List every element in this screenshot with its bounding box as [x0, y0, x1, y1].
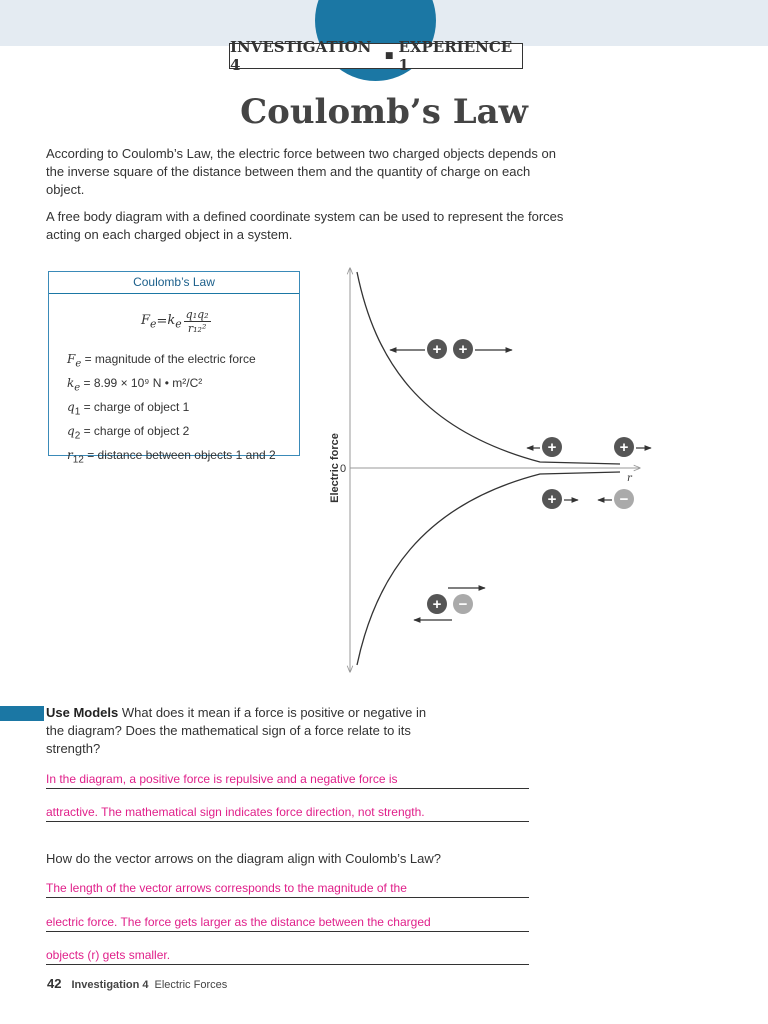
- plus-sign: +: [547, 491, 557, 508]
- plus-sign: +: [432, 341, 442, 358]
- page-footer: [47, 976, 227, 991]
- definition-row: $F_e$ = magnitude of the electric force: [67, 352, 256, 370]
- variable-definitions: [67, 350, 276, 469]
- plus-sign: +: [458, 341, 468, 358]
- answer-line: electric force. The force gets larger as the distance between the charged: [46, 914, 529, 932]
- answer-line: In the diagram, a positive force is repulsive and a negative force is: [46, 771, 529, 789]
- intro-paragraph-2: A free body diagram with a defined coordinate system can be used to represent the forces acting on each charged object in a system.: [46, 209, 564, 242]
- experience-number: EXPERIENCE 1: [398, 38, 513, 74]
- plus-sign: +: [432, 596, 442, 613]
- definition-row: $q_2$ = charge of object 2: [67, 423, 190, 442]
- question-2: How do the vector arrows on the diagram align with Coulomb’s Law?: [46, 851, 442, 866]
- definition-row: $r_{12}$ = distance between objects 1 and 2: [67, 447, 276, 465]
- question-1-label: Use Models: [46, 705, 119, 720]
- investigation-label: [229, 38, 523, 74]
- plus-sign: +: [619, 439, 629, 456]
- coulombs-law-box: [48, 271, 300, 465]
- page-number: 42: [47, 976, 62, 991]
- attractive-force-curve: [357, 472, 620, 665]
- equation-constant: $k_e$: [167, 312, 182, 331]
- minus-sign: −: [458, 596, 468, 613]
- minus-sign: −: [619, 491, 629, 508]
- investigation-number: INVESTIGATION 4: [230, 38, 372, 74]
- question-marker: [0, 706, 44, 721]
- footer-topic: Electric Forces: [154, 979, 228, 991]
- repulsive-force-curve: [357, 272, 620, 464]
- coulomb-equation: $F_e$ = $k_e$ $\frac{\text{q₁q₂}}{\text{r₁₂²}}$: [141, 308, 209, 335]
- answer-line: The length of the vector arrows corresponds to the magnitude of the: [46, 880, 529, 898]
- separator-icon: ■: [384, 51, 394, 61]
- equation-numerator: q₁q₂: [185, 308, 209, 321]
- equation-fraction: [184, 308, 211, 335]
- x-axis-label: r: [627, 473, 632, 484]
- equation-lhs: $F_e$: [141, 312, 157, 331]
- answer-line: attractive. The mathematical sign indicates force direction, not strength.: [46, 804, 529, 822]
- intro-paragraph-1: According to Coulomb’s Law, the electric force between two charged objects depends on the inverse square of the distance between them and the quantity of charge on each object.: [46, 146, 556, 197]
- definition-row: $k_e = 8.99 \times 10^9$ N • m²/C²: [67, 375, 203, 394]
- question-1-text: What does it mean if a force is positive or negative in the diagram? Does the mathematical sign of a force relate to its strength?: [46, 705, 427, 756]
- origin-label: 0: [340, 463, 347, 475]
- formula-box-title: Coulomb’s Law: [49, 272, 299, 294]
- y-axis-label: Electric force: [329, 433, 341, 503]
- definition-row: $q_1$ = charge of object 1: [67, 399, 190, 418]
- plus-sign: +: [547, 439, 557, 456]
- electric-force-diagram: [322, 262, 652, 682]
- footer-investigation: Investigation 4: [71, 979, 149, 991]
- page-title: Coulomb’s Law: [240, 92, 528, 132]
- question-1: [46, 704, 446, 758]
- equation-denominator: r₁₂²: [187, 322, 207, 335]
- answer-line: objects (r) gets smaller.: [46, 947, 529, 965]
